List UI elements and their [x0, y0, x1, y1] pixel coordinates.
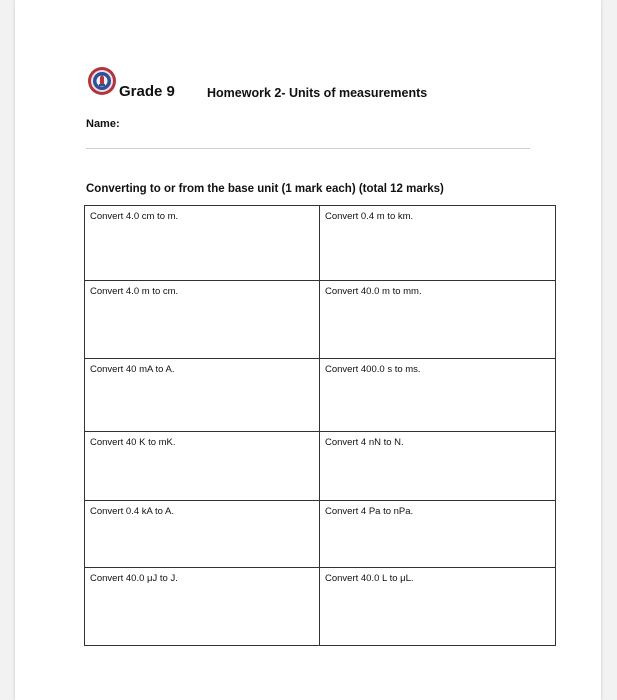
- question-row: [85, 568, 556, 646]
- homework-title: Homework 2- Units of measurements: [207, 86, 428, 100]
- question-cell: Convert 0.4 m to km.: [320, 206, 556, 281]
- question-cell: Convert 4.0 cm to m.: [85, 206, 320, 281]
- question-cell: Convert 40.0 m to mm.: [320, 281, 556, 359]
- school-logo-icon: [87, 66, 117, 96]
- question-cell: Convert 40 mA to A.: [85, 359, 320, 432]
- name-label: Name:: [86, 118, 120, 130]
- question-cell: Convert 40.0 L to μL.: [320, 568, 556, 646]
- question-row: [85, 206, 556, 281]
- question-cell: Convert 400.0 s to ms.: [320, 359, 556, 432]
- question-row: [85, 359, 556, 432]
- question-cell: Convert 4.0 m to cm.: [85, 281, 320, 359]
- questions-table: [84, 205, 556, 646]
- question-row: [85, 501, 556, 568]
- question-cell: Convert 0.4 kA to A.: [85, 501, 320, 568]
- question-cell: Convert 4 Pa to nPa.: [320, 501, 556, 568]
- question-cell: Convert 4 nN to N.: [320, 432, 556, 501]
- question-row: [85, 432, 556, 501]
- question-row: [85, 281, 556, 359]
- question-cell: Convert 40.0 μJ to J.: [85, 568, 320, 646]
- name-line: [86, 148, 530, 149]
- section-title: Converting to or from the base unit (1 mark each) (total 12 marks): [86, 183, 444, 195]
- grade-heading: Grade 9: [119, 83, 175, 100]
- question-cell: Convert 40 K to mK.: [85, 432, 320, 501]
